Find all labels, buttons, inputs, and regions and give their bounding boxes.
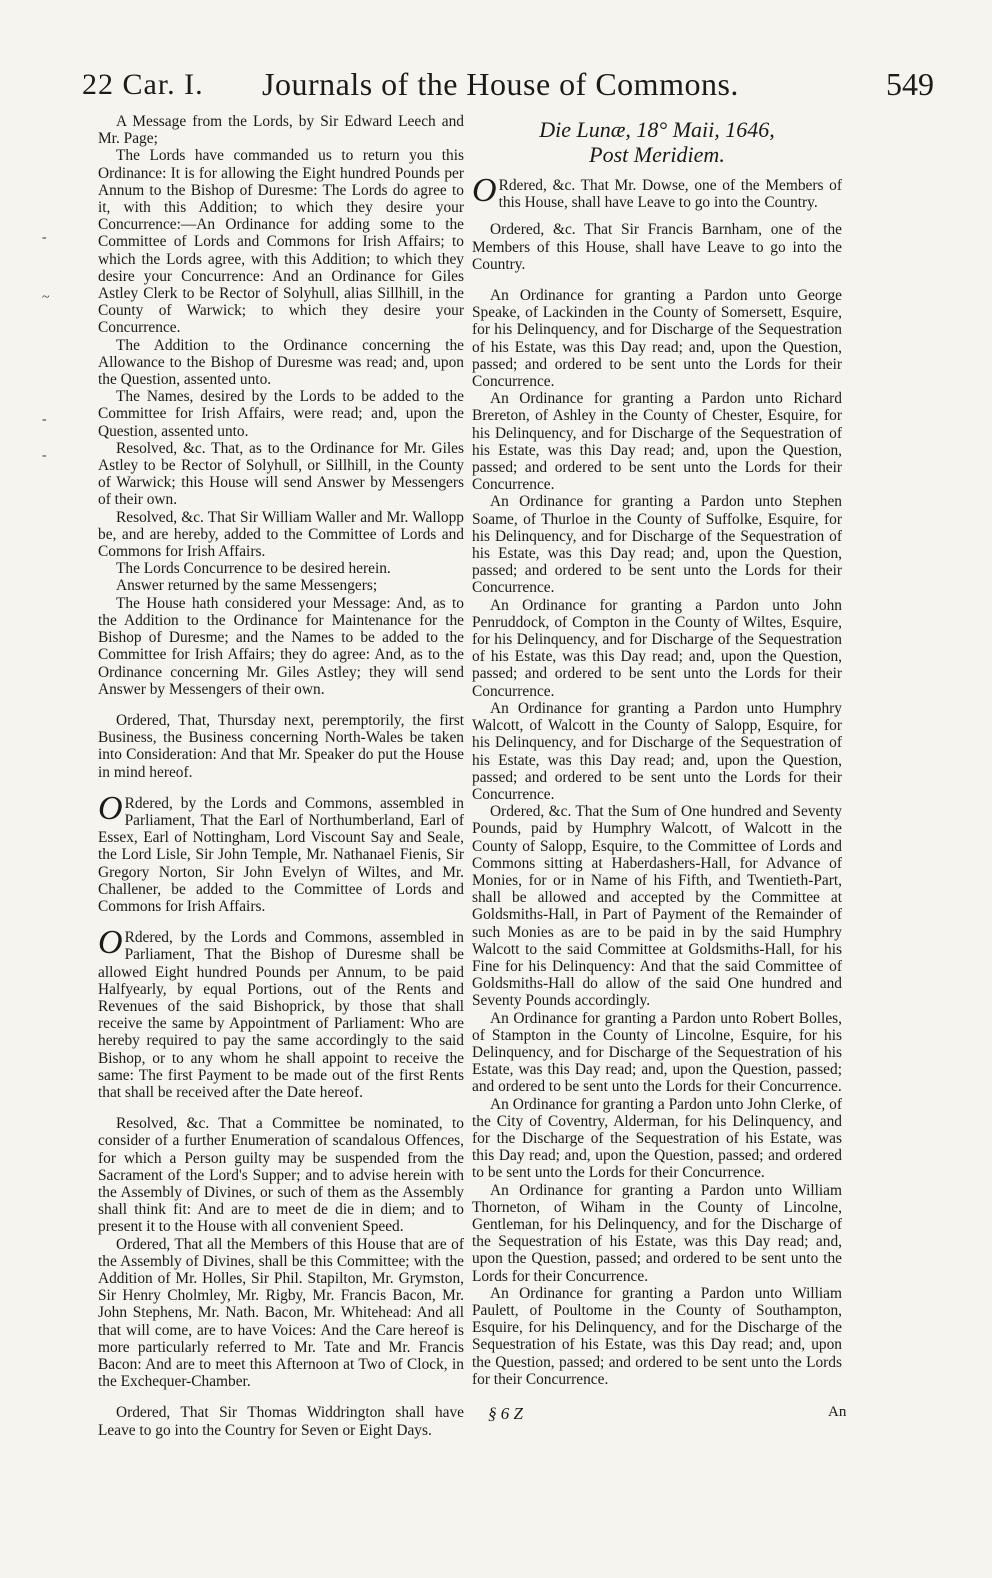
paragraph: An Ordinance for granting a Pardon unto William Thorneton, of Wiham in the County of Lincolne, Gentleman, for his Delinquency, and for the Discharge of the Sequestration of his Estate, was this Day read; and, upon the Question, passed; and ordered to be sent unto the Lords for their Concurrence. — [472, 1181, 842, 1285]
margin-mark: - — [42, 230, 47, 245]
order-paragraph: ORdered, &c. That Mr. Dowse, one of the Members of this House, shall have Leave to go into the Country. — [472, 172, 842, 212]
order-paragraph: ORdered, by the Lords and Commons, assembled in Parliament, That the Earl of Northumberland, Earl of Essex, Earl of Nottingham, Lord Viscount Say and Seale, the Lord Lisle, Sir John Temple, Mr. Nathanael Fienis, Sir Gregory Norton, Sir John Evelyn of Wiltes, and Mr. Challener, be added to the Committee of Lords and Commons for Irish Affairs. — [98, 789, 464, 915]
paragraph: A Message from the Lords, by Sir Edward Leech and Mr. Page; — [98, 113, 464, 148]
order-paragraph: ORdered, by the Lords and Commons, assembled in Parliament, That the Bishop of Duresme shall be allowed Eight hundred Pounds per Annum, to be paid Halfyearly, by equal Portions, out of the Rents and Revenues of the said Bishoprick, by those that shall receive the same by Appointment of Parliament: Who are hereby required to pay the same accordingly to the said Bishop, or to any whom he shall appoint to receive the same: The first Payment to be made out of the first Rents that shall be received after the Date hereof. — [98, 924, 464, 1101]
paragraph: An Ordinance for granting a Pardon unto Stephen Soame, of Thurloe in the County of Suffolke, Esquire, for his Delinquency, and for Discharge of the Sequestration of his Estate, was this Day read; and, upon the Question, passed; and ordered to be sent unto the Lords for their Concurrence. — [472, 493, 842, 597]
paragraph: An Ordinance for granting a Pardon unto Humphry Walcott, of Walcott in the County of Salopp, Esquire, for his Delinquency, and for Discharge of the Sequestration of his Estate, was this Day read; and, upon the Question, passed; and ordered to be sent unto the Lords for their Concurrence. — [472, 699, 842, 803]
paragraph: An Ordinance for granting a Pardon unto George Speake, of Lackinden in the County of Somersett, Esquire, for his Delinquency, and for Discharge of the Sequestration of his Estate, was this Day read; and, upon the Question, passed; and ordered to be sent unto the Lords for their Concurrence. — [472, 287, 842, 391]
paragraph: Answer returned by the same Messengers; — [116, 577, 378, 595]
right-column — [472, 113, 842, 1388]
paragraph: An Ordinance for granting a Pardon unto Richard Brereton, of Ashley in the County of Chester, Esquire, for his Delinquency, and for Discharge of the Sequestration of his Estate, was this Day read; and, upon the Question, passed; and ordered to be sent unto the Lords for their Concurrence. — [472, 390, 842, 494]
paragraph: Resolved, &c. That, as to the Ordinance for Mr. Giles Astley to be Rector of Solyhull, or Sillhill, in the County of Warwick; this House will send Answer by Messengers of their own. — [98, 439, 464, 509]
paragraph: The Addition to the Ordinance concerning the Allowance to the Bishop of Duresme was read; and, upon the Question, assented unto. — [98, 336, 464, 389]
margin-mark: - — [42, 412, 47, 427]
page-number: 549 — [886, 66, 934, 102]
paragraph: An Ordinance for granting a Pardon unto William Paulett, of Poultome in the County of Southampton, Esquire, for his Delinquency, and for the Discharge of the Sequestration of his Estate, was this Day read; and, upon the Question, passed; and ordered to be sent unto the Lords for their Concurrence. — [472, 1284, 842, 1388]
paragraph: The House hath considered your Message: And, as to the Addition to the Ordinance for Maintenance for the Bishop of Duresme; and the Names to be added to the Committee for Irish Affairs; they do agree: And, as to the Ordinance concerning Mr. Giles Astley; they will send Answer by Messengers of their own. — [98, 594, 464, 698]
paragraph: The Names, desired by the Lords to be added to the Committee for Irish Affairs, were read; and, upon the Question, assented unto. — [98, 388, 464, 440]
session-time: Post Meridiem. — [589, 142, 725, 167]
margin-mark: ~ — [42, 290, 50, 305]
paragraph: The Lords have commanded us to return you this Ordinance: It is for allowing the Eight hundred Pounds per Annum to the Bishop of Duresme: The Lords do agree to it, with this Addition; to which they desire your Concurrence:—An Ordinance for adding some to the Committee of Lords and Commons for Irish Affairs; to which the Lords agree, with this Addition; to which they desire your Concurrence: And an Ordinance for Giles Astley Clerk to be Rector of Solyhull, alias Sillhill, in the County of Warwick; to which they desire your Concurrence. — [98, 147, 464, 337]
paragraph: Ordered, &c. That the Sum of One hundred and Seventy Pounds, paid by Humphry Walcott, of Walcott in the County of Salopp, Esquire, to the Committee of Lords and Commons sitting at Haberdashers-Hall, for Advance of Monies, for or in Name of his Fifth, and Twentieth-Part, shall be allowed and accepted by the Committee at Goldsmiths-Hall, in Part of Payment of the Remainder of such Monies as are to be paid in by the said Humphry Walcott to the said Committee at Goldsmiths-Hall, for his Fine for his Delinquency: And that the said Committee of Goldsmiths-Hall do allow of the said One hundred and Seventy Pounds accordingly. — [472, 803, 842, 1010]
paragraph: The Lords Concurrence to be desired herein. — [116, 560, 391, 578]
paragraph: An Ordinance for granting a Pardon unto Robert Bolles, of Stampton in the County of Lincolne, Esquire, for his Delinquency, and for Discharge of the Sequestration of his Estate, was this Day read; and, upon the Question, passed; and ordered to be sent unto the Lords for their Concurrence. — [472, 1009, 842, 1096]
signature-mark: § 6 Z — [488, 1404, 523, 1423]
session-heading — [472, 117, 842, 167]
left-column — [98, 113, 464, 1439]
catchword: An — [828, 1404, 847, 1420]
paragraph: An Ordinance for granting a Pardon unto John Clerke, of the City of Coventry, Alderman, for his Delinquency, and for the Discharge of the Sequestration of his Estate, was this Day read; and, upon the Question, passed; and ordered to be sent unto the Lords for their Concurrence. — [472, 1095, 842, 1182]
reign-heading: 22 Car. I. — [82, 68, 204, 101]
paragraph: An Ordinance for granting a Pardon unto John Penruddock, of Compton in the County of Wiltes, Esquire, for his Delinquency, and for Discharge of the Sequestration of his Estate, was this Day read; and, upon the Question, passed; and ordered to be sent unto the Lords for their Concurrence. — [472, 596, 842, 700]
paragraph: Ordered, That, Thursday next, peremptorily, the first Business, the Business concerning North-Wales be taken into Consideration: And that Mr. Speaker do put the House in mind hereof. — [98, 711, 464, 781]
paragraph: Ordered, That all the Members of this House that are of the Assembly of Divines, shall be this Committee; with the Addition of Mr. Holles, Sir Phil. Stapilton, Mr. Grymston, Sir Henry Cholmley, Mr. Rigby, Mr. Francis Bacon, Mr. John Stephens, Mr. Nath. Bacon, Mr. Whitehead: And all that will come, are to have Voices: And the Care hereof is more particularly referred to Mr. Tate and Mr. Francis Bacon: And are to meet this Afternoon at Two of Clock, in the Exchequer-Chamber. — [98, 1235, 464, 1391]
page-title: Journals of the House of Commons. — [262, 66, 739, 102]
paragraph: Resolved, &c. That Sir William Waller and Mr. Wallopp be, and are hereby, added to the Committee of Lords and Commons for Irish Affairs. — [98, 508, 464, 561]
paragraph: Resolved, &c. That a Committee be nominated, to consider of a further Enumeration of scandalous Offences, for which a Person guilty may be suspended from the Sacrament of the Lord's Supper; and to advise herein with the Assembly of Divines, or such of them as the Assembly shall think fit: And are to meet de die in diem; and to present it to the House with all convenient Speed. — [98, 1115, 464, 1236]
margin-mark: - — [42, 448, 47, 463]
paragraph: Ordered, That Sir Thomas Widdrington shall have Leave to go into the Country for Seven or Eight Days. — [98, 1404, 464, 1439]
paragraph: Ordered, &c. That Sir Francis Barnham, one of the Members of this House, shall have Leave to go into the Country. — [472, 221, 842, 273]
session-date: Die Lunæ, 18° Maii, 1646, — [539, 117, 775, 142]
